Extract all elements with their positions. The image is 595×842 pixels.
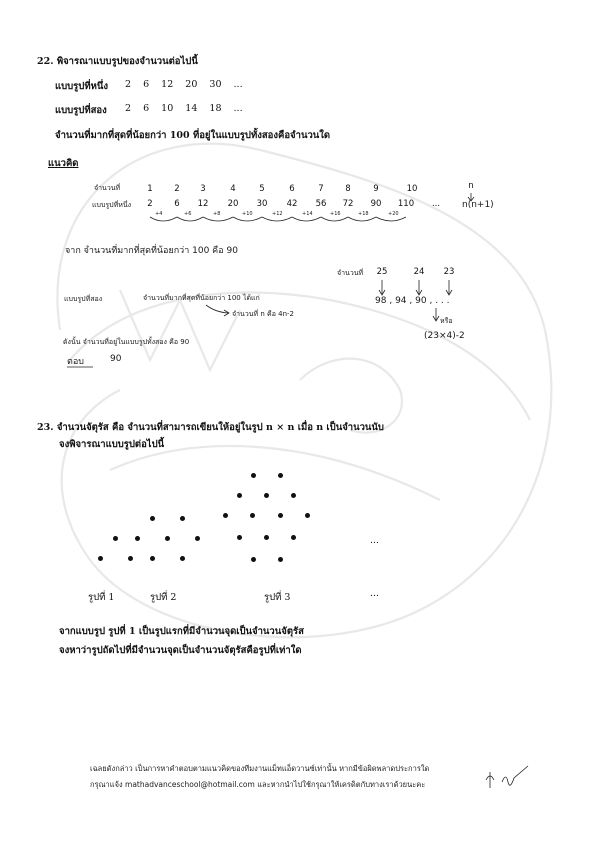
value: 2 (125, 103, 132, 114)
term: 98 (375, 296, 387, 306)
dot (98, 556, 103, 561)
solution-from-line: จาก จำนวนที่มากที่สุดที่น้อยกว่า 100 คือ 90 (65, 246, 238, 256)
pattern2-terms (375, 296, 450, 306)
separator: , (389, 296, 393, 306)
term: n(n+1) (462, 200, 494, 210)
dot (223, 513, 228, 518)
dot (237, 493, 242, 498)
term: 30 (256, 199, 268, 209)
q22-pattern1-label: แบบรูปที่หนึ่ง (55, 81, 108, 92)
footer-line1: เฉลยดังกล่าว เป็นการหาคำตอบตามแนวคิดของทีมงานแม็ทแอ็ดวานซ์เท่านั้น หากมีข้อผิดพลาดประการใด (90, 764, 430, 773)
difference: +10 (242, 211, 253, 217)
term: 94 (395, 296, 407, 306)
dot (180, 516, 185, 521)
dot (128, 556, 133, 561)
position: 1 (147, 184, 153, 194)
footer-email-link[interactable]: mathadvanceschool@hotmail.com (125, 780, 255, 789)
term: ... (431, 199, 441, 209)
footer-line2 (90, 779, 425, 791)
calc: (23×4)-2 (424, 331, 465, 341)
dot (278, 473, 283, 478)
dot (113, 536, 118, 541)
term: 56 (315, 199, 327, 209)
position: n (468, 181, 474, 191)
dot (251, 473, 256, 478)
value: 10 (161, 103, 174, 114)
q23-line4: จงหาว่ารูปถัดไปที่มีจำนวนจุดเป็นจำนวนจัตุรัสคือรูปที่เท่าใด (59, 645, 302, 656)
dot (195, 536, 200, 541)
difference: +12 (272, 211, 283, 217)
position: 4 (230, 184, 236, 194)
position: 8 (345, 184, 351, 194)
pattern1-label: แบบรูปที่หนึ่ง (92, 201, 132, 209)
mini-position-label: จำนวนที่ (337, 269, 364, 277)
q22-pattern2-label: แบบรูปที่สอง (55, 105, 107, 116)
difference: +14 (302, 211, 313, 217)
mini-position: 25 (376, 267, 388, 277)
term: 90 (415, 296, 427, 306)
dot (250, 513, 255, 518)
q23-line1: จำนวนจัตุรัส คือ จำนวนที่สามารถเขียนให้อยู่ในรูป n × n เมื่อ n เป็นจำนวนนับ (56, 422, 384, 433)
dot (278, 557, 283, 562)
position: 7 (318, 184, 324, 194)
dot (237, 535, 242, 540)
q23-line3: จากแบบรูป รูปที่ 1 เป็นรูปแรกที่มีจำนวนจุดเป็นจำนวนจัตุรัส (59, 626, 304, 637)
dot (150, 516, 155, 521)
dot (291, 535, 296, 540)
value: 14 (185, 103, 198, 114)
term: 20 (227, 199, 239, 209)
dot (291, 493, 296, 498)
position: 3 (200, 184, 206, 194)
separator: , (409, 296, 413, 306)
mini-position: 24 (413, 267, 425, 277)
value: ... (233, 103, 243, 114)
dot (251, 557, 256, 562)
dot (278, 513, 283, 518)
ellipsis: , . . . (429, 296, 450, 306)
general-term: จำนวนที่ n คือ 4n-2 (232, 310, 295, 318)
dot (135, 536, 140, 541)
value: 6 (143, 103, 150, 114)
or-label: หรือ (440, 317, 453, 325)
value: 2 (125, 79, 132, 90)
value: 20 (185, 79, 198, 90)
difference: +18 (358, 211, 369, 217)
value: 12 (161, 79, 174, 90)
difference: +4 (155, 211, 163, 217)
pattern2-label: แบบรูปที่สอง (64, 295, 103, 303)
mini-position: 23 (443, 267, 455, 277)
figure-label-1: รูปที่ 1 (88, 592, 115, 603)
term: 42 (286, 199, 298, 209)
position: 9 (373, 184, 379, 194)
therefore-line: ดังนั้น จำนวนที่อยู่ในแบบรูปทั้งสอง คือ 90 (63, 338, 190, 346)
figure-label-3: รูปที่ 3 (264, 592, 291, 603)
term: 6 (174, 199, 180, 209)
value: ... (233, 79, 243, 90)
value: 6 (143, 79, 150, 90)
answer-label: ตอบ (67, 357, 84, 367)
solution-heading: แนวคิด (48, 158, 79, 169)
figure-ellipsis-top: ... (370, 535, 380, 546)
dot (180, 556, 185, 561)
term: 72 (342, 199, 354, 209)
footer-notify: กรุณาแจ้ง (90, 780, 123, 789)
q22-number: 22. (37, 56, 54, 67)
dot (305, 513, 310, 518)
pattern2-text: จำนวนที่มากที่สุดที่น้อยกว่า 100 ได้แก่ (143, 294, 260, 302)
dot (165, 536, 170, 541)
q22-question: จำนวนที่มากที่สุดที่น้อยกว่า 100 ที่อยู่ในแบบรูปทั้งสองคือจำนวนใด (55, 130, 331, 141)
dot (264, 493, 269, 498)
dot (264, 535, 269, 540)
footer-credit: และหากนำไปใช้กรุณาให้เครดิตกับทางเราด้วยนะคะ (257, 780, 426, 789)
value: 30 (209, 79, 222, 90)
position: 6 (289, 184, 295, 194)
answer-value: 90 (110, 354, 122, 364)
q23-line2: จงพิจารณาแบบรูปต่อไปนี้ (59, 439, 165, 450)
term: 12 (197, 199, 209, 209)
term: 110 (397, 199, 415, 209)
difference: +20 (388, 211, 399, 217)
value: 18 (209, 103, 222, 114)
figure-label-2: รูปที่ 2 (150, 592, 177, 603)
position: 10 (406, 184, 418, 194)
dot (150, 556, 155, 561)
term: 90 (370, 199, 382, 209)
position: 5 (259, 184, 265, 194)
q22-prompt: พิจารณาแบบรูปของจำนวนต่อไปนี้ (56, 56, 198, 67)
term: 2 (147, 199, 153, 209)
position: 2 (174, 184, 180, 194)
figure-ellipsis-bottom: ... (370, 588, 380, 599)
difference: +8 (213, 211, 221, 217)
q23-number: 23. (37, 422, 54, 433)
difference: +16 (330, 211, 341, 217)
position-label: จำนวนที่ (94, 184, 121, 192)
difference: +6 (184, 211, 192, 217)
